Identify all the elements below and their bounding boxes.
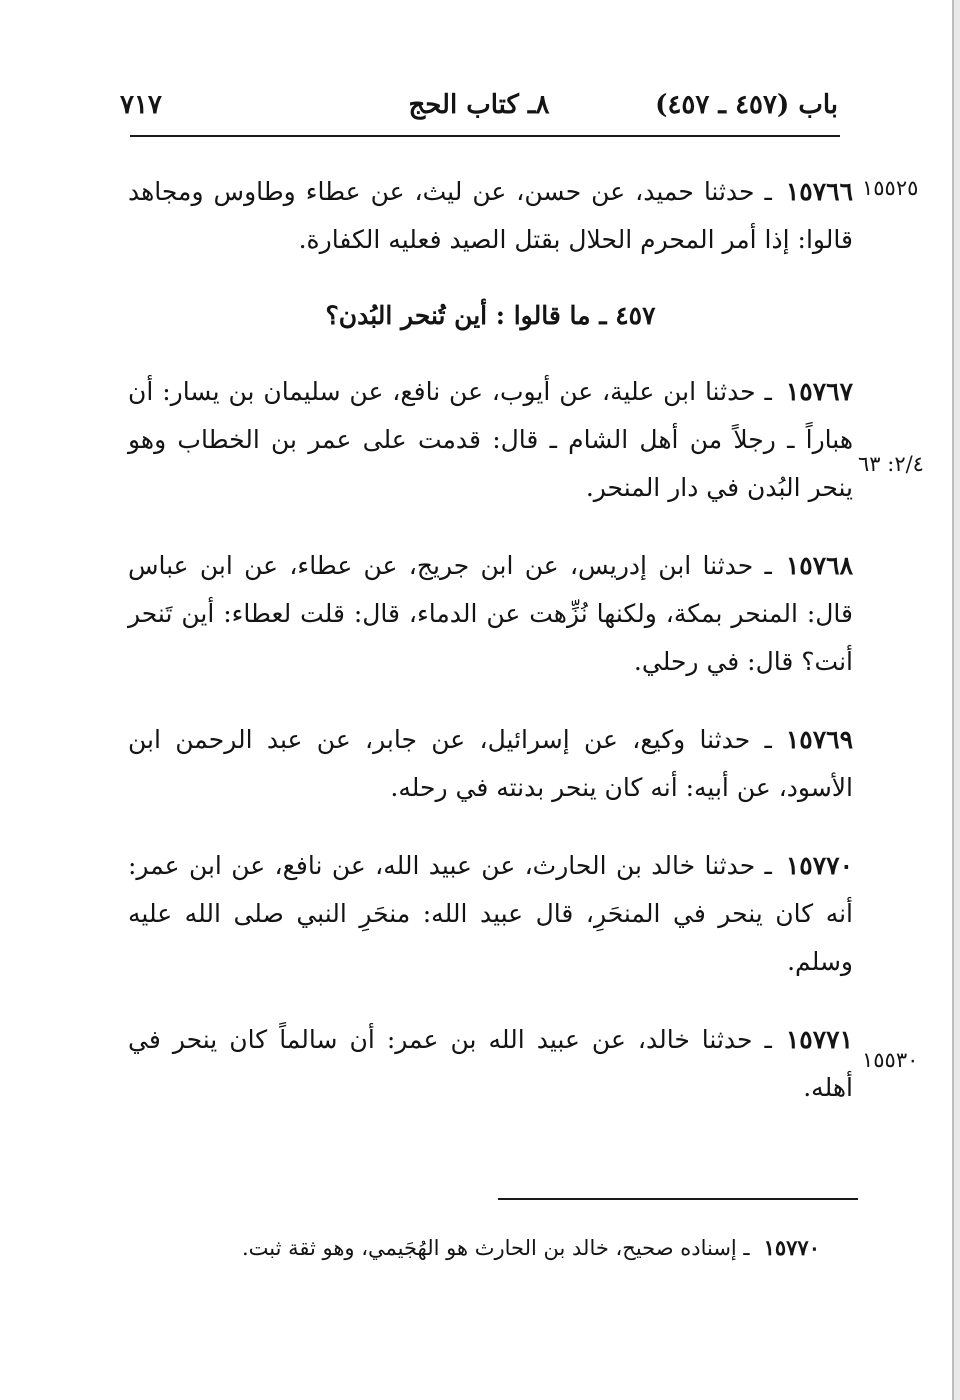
hadith-text: ـ حدثنا خالد، عن عبيد الله بن عمر: أن سالماً كان ينحر في أهله. — [128, 1025, 853, 1102]
hadith-entry — [128, 168, 853, 264]
hadith-text: ـ حدثنا حميد، عن حسن، عن ليث، عن عطاء وطاوس ومجاهد قالوا: إذا أمر المحرم الحلال بقتل الصيد فعليه الكفارة. — [128, 177, 853, 254]
footnote — [180, 1230, 820, 1266]
footnote-rule — [498, 1198, 858, 1200]
book-title: ٨ـ كتاب الحج — [408, 90, 550, 120]
hadith-entry — [128, 542, 853, 686]
chapter-title: ٤٥٧ ـ ما قالوا : أين تُنحر البُدن؟ — [325, 301, 656, 330]
page-number: ٧١٧ — [120, 90, 162, 120]
hadith-number: ١٥٧٦٦ — [785, 177, 853, 206]
page-edge — [952, 0, 960, 1400]
page-body — [128, 168, 853, 1112]
footnote-number: ١٥٧٧٠ — [763, 1235, 820, 1260]
hadith-number: ١٥٧٦٩ — [785, 725, 853, 754]
hadith-text: ـ حدثنا خالد بن الحارث، عن عبيد الله، عن نافع، عن ابن عمر: أنه كان ينحر في المنحَرِ، قال عبيد الله: منحَرِ النبي صلى الله عليه وسلم. — [128, 851, 853, 976]
hadith-text: ـ حدثنا ابن علية، عن أيوب، عن نافع، عن سليمان بن يسار: أن هباراً ـ رجلاً من أهل الشام ـ قال: قدمت على عمر بن الخطاب وهو ينحر البُدن في دار المنحر. — [128, 377, 853, 502]
margin-reference: ٢/٤: ٦٣ — [858, 452, 924, 476]
margin-number: ١٥٥٣٠ — [862, 1048, 919, 1072]
hadith-text: ـ حدثنا ابن إدريس، عن ابن جريج، عن عطاء، عن ابن عباس قال: المنحر بمكة، ولكنها نُزِّهت عن الدماء، قال: قلت لعطاء: أين تَنحر أنت؟ قال: في رحلي. — [128, 551, 853, 676]
chapter-range: باب (٤٥٧ ـ ٤٥٧) — [655, 90, 838, 120]
hadith-text: ـ حدثنا وكيع، عن إسرائيل، عن جابر، عن عبد الرحمن ابن الأسود، عن أبيه: أنه كان ينحر بدنته في رحله. — [128, 725, 853, 802]
header-rule — [130, 135, 840, 137]
hadith-number: ١٥٧٦٨ — [785, 551, 853, 580]
hadith-entry — [128, 1016, 853, 1112]
footnote-text: ـ إسناده صحيح، خالد بن الحارث هو الهُجَيمي، وهو ثقة ثبت. — [241, 1236, 750, 1260]
hadith-number: ١٥٧٧١ — [785, 1025, 853, 1054]
hadith-number: ١٥٧٦٧ — [785, 377, 853, 406]
hadith-number: ١٥٧٧٠ — [785, 851, 853, 880]
hadith-entry — [128, 716, 853, 812]
page-header — [120, 88, 838, 128]
hadith-entry — [128, 368, 853, 512]
hadith-entry — [128, 842, 853, 986]
margin-number: ١٥٥٢٥ — [862, 176, 919, 200]
